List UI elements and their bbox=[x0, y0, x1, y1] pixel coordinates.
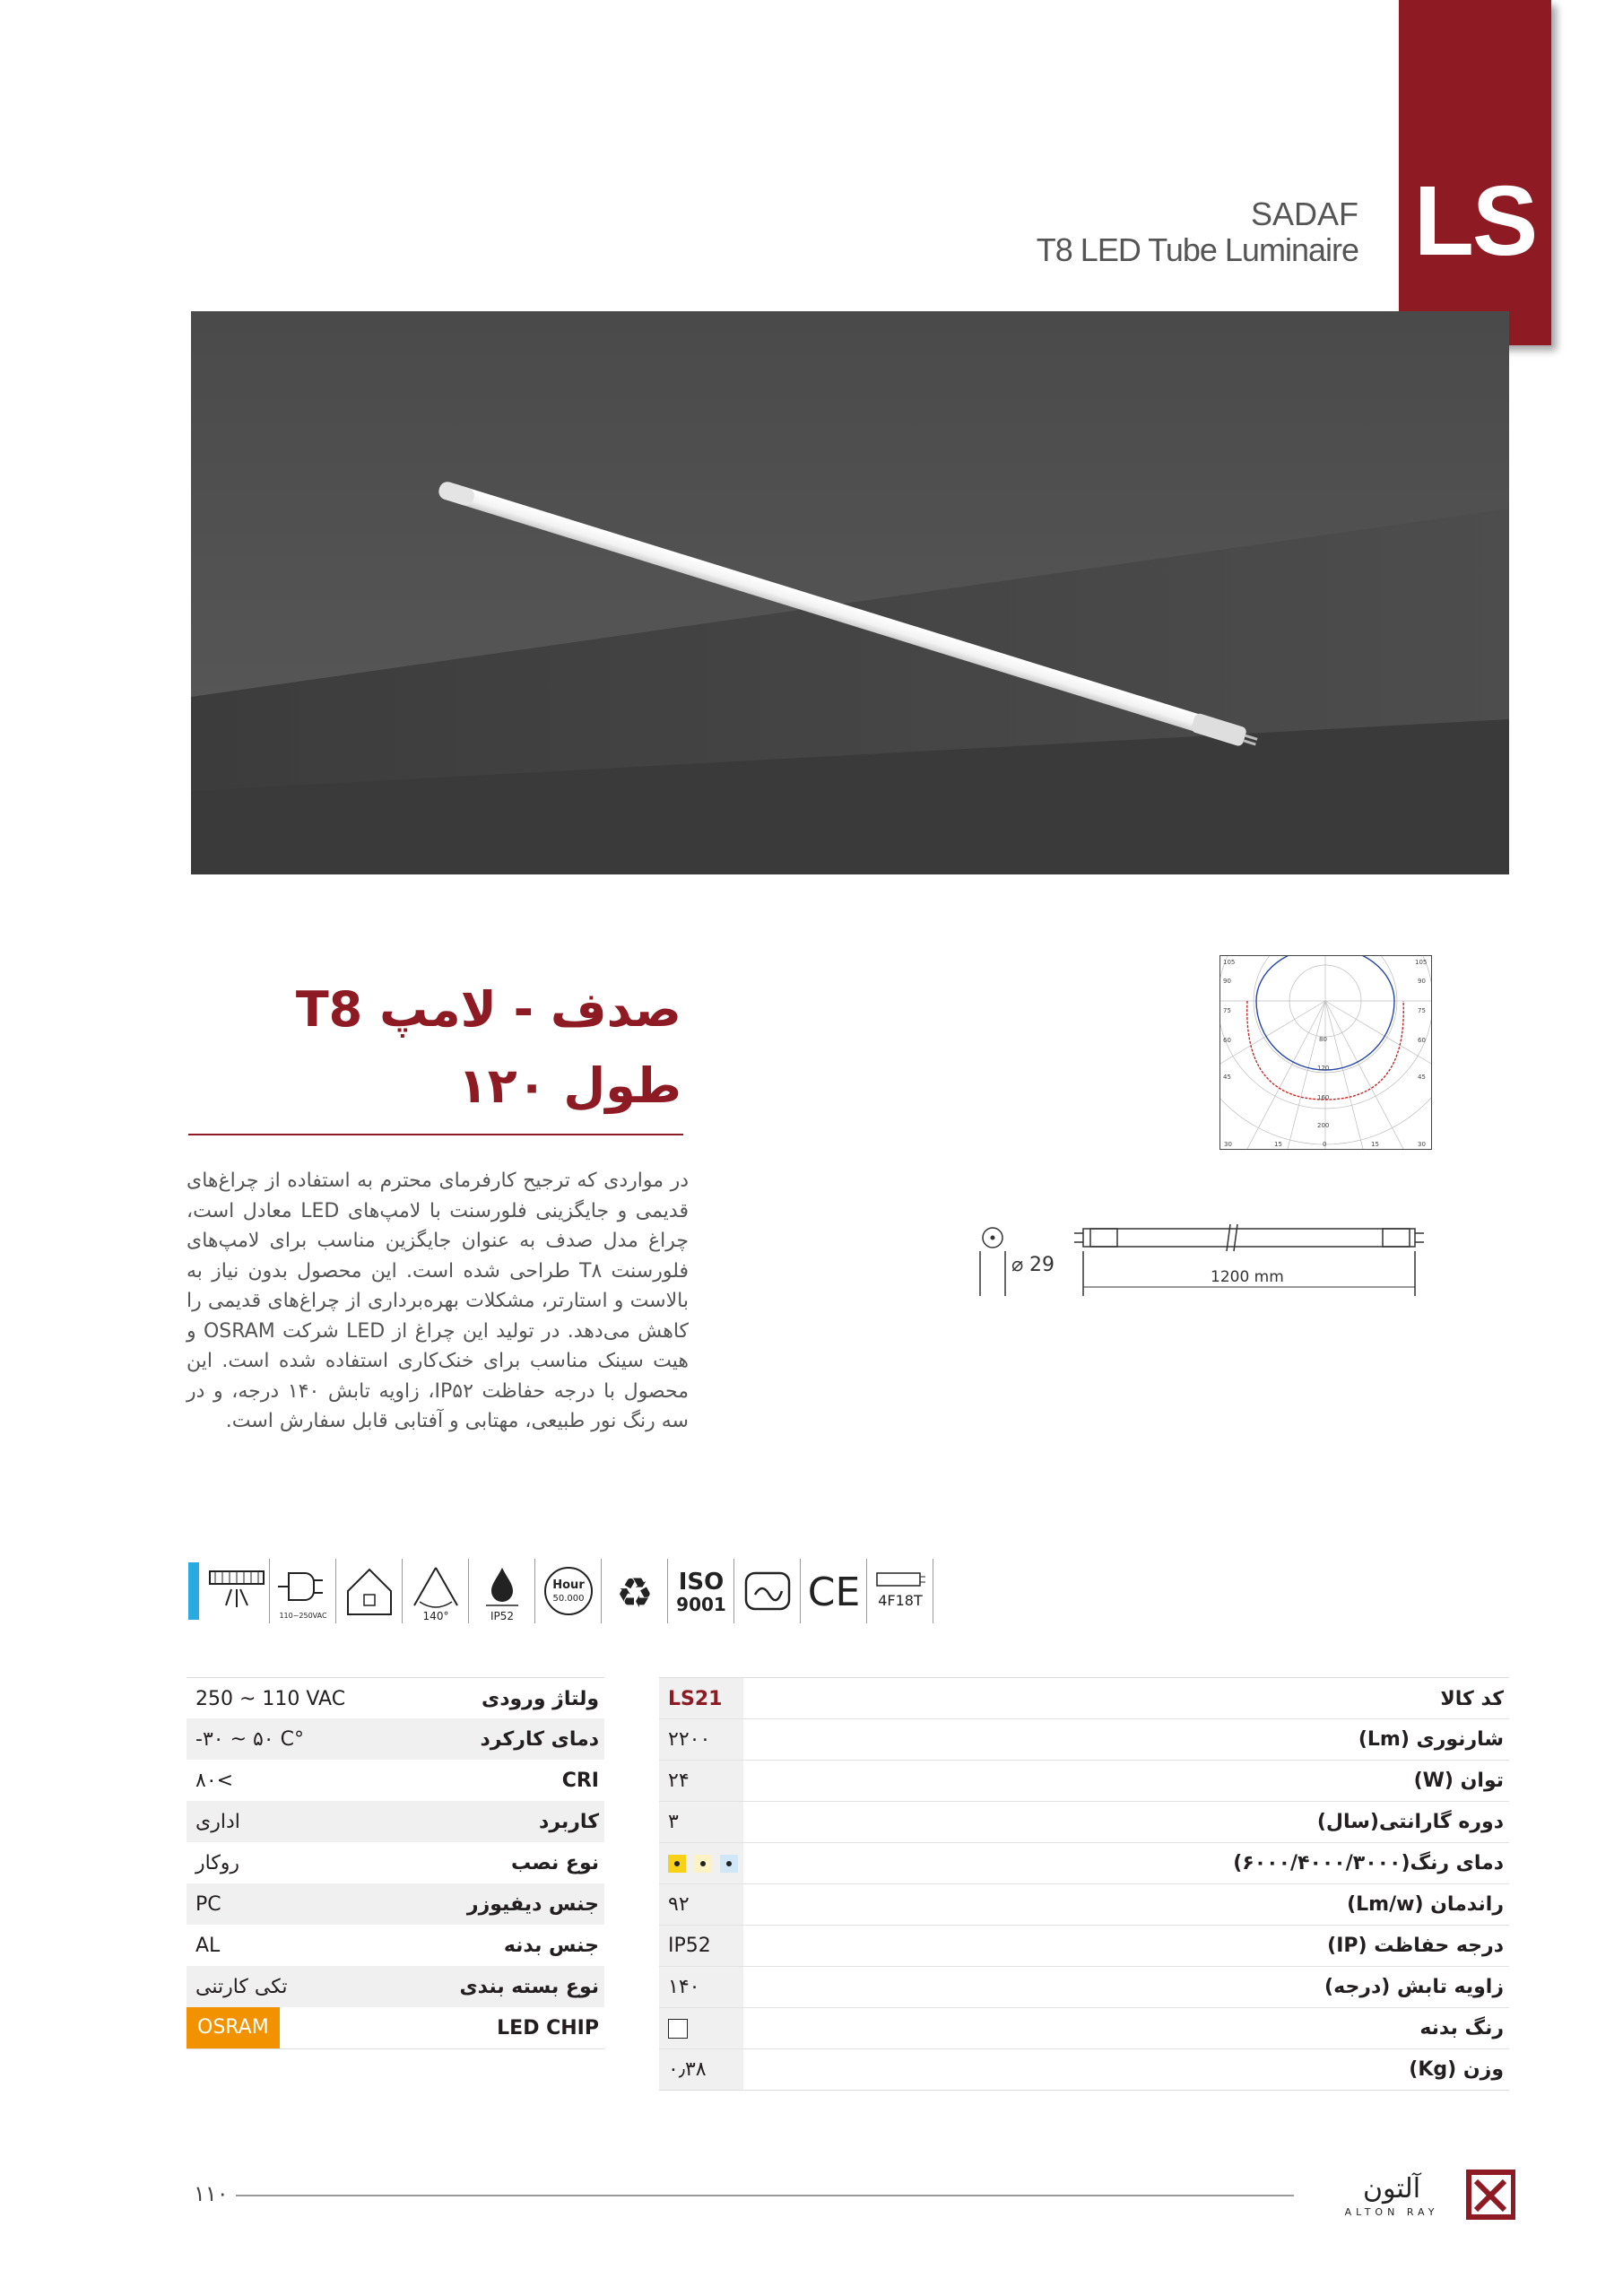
polar-ring-label: 200 bbox=[1317, 1122, 1330, 1129]
section-code: LS bbox=[1413, 166, 1537, 276]
spec-label: راندمان (Lm/w) bbox=[1347, 1892, 1504, 1916]
accent-bar bbox=[188, 1562, 199, 1620]
row-divider bbox=[659, 2007, 1509, 2008]
spec-value: ۲۲۰۰ bbox=[668, 1727, 711, 1751]
spec-label: جنس دیفیوزر bbox=[466, 1892, 599, 1916]
spec-label: ولتاژ ورودی bbox=[482, 1687, 599, 1710]
spec-value: تکی کارتنی bbox=[195, 1975, 288, 1998]
polar-label-side: 75 bbox=[1223, 1007, 1231, 1014]
spec-value: -۳۰ ~ ۵۰ C° bbox=[195, 1727, 304, 1751]
polar-label-side: 75 bbox=[1418, 1007, 1426, 1014]
polar-bottom-label: 30 bbox=[1418, 1141, 1426, 1148]
spec-row bbox=[659, 2007, 1509, 2048]
brand-name: SADAF bbox=[1250, 196, 1358, 232]
footer-divider bbox=[236, 2195, 1294, 2196]
product-code: LS21 bbox=[668, 1687, 723, 1710]
svg-text:♻: ♻ bbox=[616, 1569, 654, 1617]
row-divider bbox=[659, 1966, 1509, 1967]
title-divider bbox=[188, 1134, 683, 1135]
spec-value: روکار bbox=[195, 1851, 240, 1874]
polar-bottom-label: 30 bbox=[1224, 1141, 1232, 1148]
swatch-neutral bbox=[694, 1855, 712, 1873]
feature-icons-strip bbox=[188, 1559, 959, 1623]
polar-label-side: 60 bbox=[1223, 1037, 1231, 1044]
title-line-2: طول ۱۲۰ bbox=[457, 1057, 681, 1114]
polar-bottom-label: 15 bbox=[1274, 1141, 1282, 1148]
spec-value: ۳ bbox=[668, 1810, 679, 1833]
spec-row bbox=[659, 1801, 1509, 1842]
spec-row bbox=[187, 1801, 604, 1842]
product-description: در مواردی که ترجیح کارفرمای محترم به استفاده از چراغ‌های قدیمی و جایگزینی فلورسنت با لامپ‌های LED معادل است، چراغ مدل صدف به عنوان جایگزین مناسب برای لامپ‌های فلورسنت T۸ طراحی شده است. این محصول بدون نیاز به بالاست و استارتر، مشکلات بهره‌برداری از چراغ‌های قدیمی را کاهش می‌دهد. در تولید این چراغ از LED شرکت OSRAM و هیت سینک مناسب برای خنک‌کاری استفاده شده است. این محصول با درجه حفاظت IP۵۲، زاویه تابش ۱۴۰ درجه، و در سه رنگ نور طبیعی، مهتابی و آفتابی قابل سفارش است. bbox=[187, 1170, 689, 1432]
spec-value: ۲۴ bbox=[668, 1769, 690, 1792]
spec-row bbox=[187, 1925, 604, 1966]
polar-label-top-left: 105 bbox=[1223, 959, 1236, 966]
swatch-warm bbox=[668, 1855, 686, 1873]
product-photo bbox=[191, 311, 1509, 874]
polar-bottom-label: 15 bbox=[1371, 1141, 1379, 1148]
ip-rating-icon bbox=[470, 1559, 535, 1623]
spec-row bbox=[659, 1760, 1509, 1801]
polar-label-top-right: 105 bbox=[1415, 959, 1428, 966]
spec-value: PC bbox=[195, 1892, 221, 1916]
dimension-drawing bbox=[977, 1215, 1444, 1305]
polar-label-side: 45 bbox=[1223, 1074, 1231, 1081]
indoor-house-icon bbox=[337, 1559, 403, 1623]
logo-wordmark: آلتون bbox=[1362, 2173, 1421, 2205]
spec-value: ۹۲ bbox=[668, 1892, 690, 1916]
row-divider bbox=[659, 1801, 1509, 1802]
company-logo bbox=[1309, 2169, 1515, 2222]
recycle-icon bbox=[603, 1559, 668, 1623]
lifetime-label: Hour bbox=[552, 1578, 585, 1592]
spec-row bbox=[659, 1718, 1509, 1760]
spec-value: AL bbox=[195, 1934, 221, 1957]
spec-value: ۸۰< bbox=[195, 1769, 234, 1792]
body-color-swatch bbox=[659, 2017, 688, 2039]
lifetime-value: 50.000 bbox=[552, 1594, 585, 1604]
spec-label: توان (W) bbox=[1413, 1769, 1504, 1792]
lamp-type-icon bbox=[868, 1559, 933, 1623]
polar-ring-label: 120 bbox=[1317, 1065, 1330, 1072]
color-temp-swatches bbox=[659, 1852, 738, 1874]
spec-label: کد کالا bbox=[1440, 1687, 1504, 1710]
polar-bottom-label: 0 bbox=[1323, 1141, 1327, 1148]
spec-label: جنس بدنه bbox=[503, 1934, 599, 1957]
polar-ring-label: 80 bbox=[1319, 1036, 1327, 1043]
iran-standard-icon bbox=[735, 1559, 801, 1623]
spec-label: CRI bbox=[561, 1769, 599, 1792]
ceiling-mount-icon bbox=[204, 1559, 270, 1623]
voltage-range-text: 110~250VAC bbox=[279, 1612, 327, 1620]
spec-label: زاویه تابش (درجه) bbox=[1324, 1975, 1504, 1998]
spec-label: درجه حفاظت (IP) bbox=[1327, 1934, 1504, 1957]
photometric-polar-diagram bbox=[1219, 955, 1432, 1150]
diameter-value: 29 bbox=[1029, 1254, 1055, 1276]
polar-label-side: 90 bbox=[1223, 978, 1231, 985]
spec-value: OSRAM bbox=[197, 2016, 269, 2039]
osram-badge bbox=[187, 2007, 280, 2048]
product-subtitle: T8 LED Tube Luminaire bbox=[1036, 231, 1358, 268]
spec-row bbox=[187, 1718, 604, 1760]
ip-rating-text: IP52 bbox=[490, 1610, 515, 1622]
spec-value: ۱۴۰ bbox=[668, 1975, 700, 1998]
plug-voltage-icon bbox=[271, 1559, 336, 1623]
spec-label: رنگ بدنه bbox=[1419, 2016, 1504, 2039]
row-divider bbox=[659, 1760, 1509, 1761]
spec-row bbox=[187, 1677, 604, 1719]
spec-row bbox=[659, 1966, 1509, 2007]
spec-row bbox=[187, 2007, 604, 2049]
spec-row bbox=[187, 1966, 604, 2007]
polar-label-side: 90 bbox=[1418, 978, 1426, 985]
spec-row bbox=[659, 1925, 1509, 1966]
spec-row bbox=[659, 1883, 1509, 1925]
page-number: ۱۱۰ bbox=[194, 2181, 229, 2206]
row-divider bbox=[659, 1925, 1509, 1926]
title-line-1: صدف - لامپ T8 bbox=[295, 981, 681, 1038]
spec-label: نوع بسته بندی bbox=[459, 1975, 599, 1998]
spec-row bbox=[659, 1677, 1509, 1719]
iso-icon bbox=[669, 1559, 734, 1623]
product-title bbox=[179, 971, 681, 1124]
spec-label: وزن (Kg) bbox=[1409, 2057, 1504, 2081]
spec-label: LED CHIP bbox=[497, 2016, 599, 2039]
section-tab bbox=[1399, 0, 1551, 345]
lifetime-hours-icon bbox=[536, 1559, 602, 1623]
spec-value: 250 ~ 110 VAC bbox=[195, 1687, 346, 1710]
lamp-type-text: 4F18T bbox=[878, 1592, 923, 1609]
spec-label: دوره گارانتی(سال) bbox=[1316, 1810, 1504, 1833]
spec-value: IP52 bbox=[668, 1934, 711, 1957]
spec-row bbox=[187, 1760, 604, 1801]
polar-label-side: 60 bbox=[1418, 1037, 1426, 1044]
logo-subtext: ALTON RAY bbox=[1344, 2206, 1439, 2218]
ce-text: CE bbox=[807, 1570, 861, 1615]
iso-number: 9001 bbox=[676, 1594, 726, 1615]
spec-label: دمای کارکرد bbox=[480, 1727, 599, 1751]
spec-row bbox=[659, 1842, 1509, 1883]
row-divider bbox=[659, 1718, 1509, 1719]
spec-label: شارنوری (Lm) bbox=[1358, 1727, 1504, 1751]
row-divider bbox=[659, 1842, 1509, 1843]
spec-row bbox=[659, 2048, 1509, 2091]
row-divider bbox=[659, 1883, 1509, 1884]
spec-row bbox=[187, 1842, 604, 1883]
polar-label-side: 45 bbox=[1418, 1074, 1426, 1081]
ce-icon bbox=[802, 1559, 867, 1623]
iso-label: ISO bbox=[678, 1569, 725, 1596]
spec-label: نوع نصب bbox=[511, 1851, 599, 1874]
spec-row bbox=[187, 1883, 604, 1925]
spec-value: اداری bbox=[195, 1810, 240, 1833]
beam-angle-icon bbox=[404, 1559, 469, 1623]
length-value: 1200 mm bbox=[1211, 1268, 1284, 1286]
diameter-symbol: ⌀ bbox=[1011, 1254, 1024, 1276]
row-divider bbox=[659, 2048, 1509, 2049]
spec-label: کاربرد bbox=[539, 1810, 599, 1833]
spec-value: ۰٫۳۸ bbox=[668, 2057, 707, 2081]
swatch-cool bbox=[720, 1855, 738, 1873]
spec-label: دمای رنگ(۶۰۰۰/۴۰۰۰/۳۰۰۰) bbox=[1233, 1851, 1504, 1874]
beam-angle-text: 140° bbox=[422, 1610, 449, 1622]
polar-ring-label: 160 bbox=[1317, 1094, 1330, 1101]
